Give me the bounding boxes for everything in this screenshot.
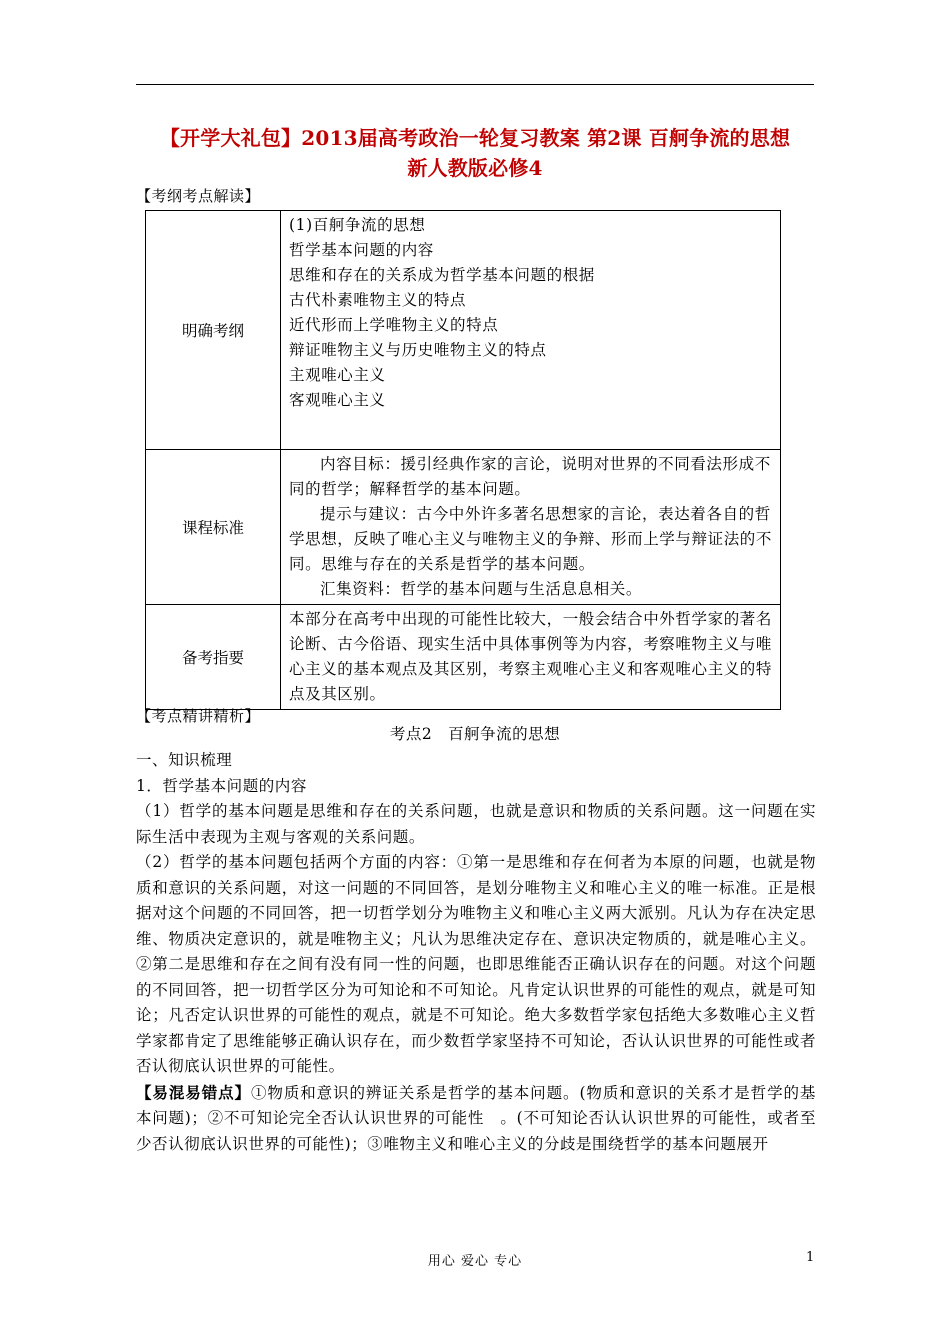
pitfall-label: 【易混易错点】 (136, 1082, 251, 1102)
document-title-line-2: 新人教版必修4 (407, 156, 543, 180)
syllabus-line: 近代形而上学唯物主义的特点 (289, 316, 499, 334)
syllabus-line: 哲学基本问题的内容 (289, 241, 434, 259)
syllabus-line: 辩证唯物主义与历史唯物主义的特点 (289, 341, 547, 359)
table-row (146, 211, 781, 450)
outline-table (145, 210, 781, 710)
curriculum-paragraph: 提示与建议：古今中外许多著名思想家的言论，表达着各自的哲学思想，反映了唯心主义与唯物主义的争辩、形而上学与辩证法的不同。思维与存在的关系是哲学的基本问题。 (289, 505, 773, 573)
curriculum-content (281, 450, 781, 605)
pitfall-text: ①物质和意识的辨证关系是哲学的基本问题。(物质和意识的关系才是哲学的基本问题)；②不可知论完全否认认识世界的可能性 。(不可知论否认认识世界的可能性，或者至少否认彻底认识世界的可能性)；③唯物主义和唯心主义的分歧是围绕哲学的基本问题展开 (136, 1083, 816, 1153)
syllabus-line: (1)百舸争流的思想 (289, 216, 426, 234)
paragraph: （1）哲学的基本问题是思维和存在的关系问题，也就是意识和物质的关系问题。这一问题在实际生活中表现为主观与客观的关系问题。 (136, 802, 816, 846)
section-heading-outline: 【考纲考点解读】 (136, 187, 261, 205)
row-label-exam-guide: 备考指要 (146, 605, 281, 710)
page-number: 1 (806, 1250, 815, 1265)
subheading-basic-question: 1．哲学基本问题的内容 (136, 776, 307, 795)
curriculum-paragraph: 内容目标：援引经典作家的言论，说明对世界的不同看法形成不同的哲学；解释哲学的基本问题。 (289, 455, 771, 498)
paragraph: （2）哲学的基本问题包括两个方面的内容：①第一是思维和存在何者为本原的问题，也就是物质和意识的关系问题，对这一问题的不同回答，是划分唯物主义和唯心主义的唯一标准。正是根据对这个问题的不同回答，把一切哲学划分为唯物主义和唯心主义两大派别。凡认为存在决定思维、物质决定意识的，就是唯物主义；凡认为思维决定存在、意识决定物质的，就是唯心主义。②第二是思维和存在之间有没有同一性的问题，也即思维能否正确认识存在的问题。对这个问题的不同回答，把一切哲学区分为可知论和不可知论。凡肯定认识世界的可能性的观点，就是可知论；凡否定认识世界的可能性的观点，就是不可知论。绝大多数哲学家包括绝大多数唯心主义哲学家都肯定了思维能够正确认识存在，而少数哲学家坚持不可知论，否认认识世界的可能性或者否认彻底认识世界的可能性。 (136, 853, 816, 1075)
table-row (146, 450, 781, 605)
footer-motto: 用心 爱心 专心 (427, 1254, 523, 1269)
document-title-line-1: 【开学大礼包】2013届高考政治一轮复习教案 第2课 百舸争流的思想 (159, 126, 791, 150)
syllabus-line: 古代朴素唯物主义的特点 (289, 291, 467, 309)
syllabus-line: 思维和存在的关系成为哲学基本问题的根据 (289, 266, 595, 284)
row-label-curriculum: 课程标准 (146, 450, 281, 605)
topic-heading: 考点2 百舸争流的思想 (389, 725, 561, 743)
syllabus-content (281, 211, 781, 450)
table-row (146, 605, 781, 710)
section-heading-analysis: 【考点精讲精析】 (136, 707, 261, 725)
subheading-knowledge: 一、知识梳理 (136, 751, 233, 769)
body-text (136, 748, 816, 1157)
exam-guide-content: 本部分在高考中出现的可能性比较大，一般会结合中外哲学家的著名论断、古今俗语、现实生活中具体事例等为内容，考察唯物主义与唯心主义的基本观点及其区别，考察主观唯心主义和客观唯心主义的特点及其区别。 (281, 605, 781, 710)
syllabus-line: 主观唯心主义 (289, 366, 386, 384)
syllabus-line: 客观唯心主义 (289, 391, 386, 409)
pitfall-paragraph (136, 1080, 816, 1158)
row-label-syllabus: 明确考纲 (146, 211, 281, 450)
curriculum-paragraph: 汇集资料：哲学的基本问题与生活息息相关。 (320, 580, 643, 598)
header-rule (136, 84, 814, 85)
